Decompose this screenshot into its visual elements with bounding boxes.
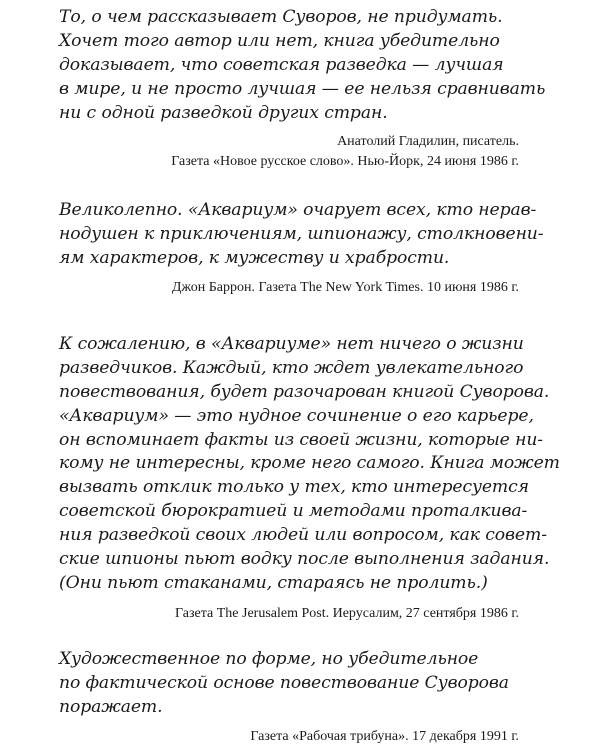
quote-attribution: [59, 278, 519, 298]
attribution-line: Газета «Новое русское слово». Нью-Йорк, 24 июня 1986 г.: [171, 154, 519, 170]
quote-line: ния разведкой своих людей или вопросом, как совет-: [59, 525, 547, 546]
quote-line: вызвать отклик только у тех, кто интересуется: [59, 477, 529, 498]
quote-line: Великолепно. «Аквариум» очарует всех, кто нерав-: [59, 200, 537, 220]
quote-line: К сожалению, в «Аквариуме» нет ничего о жизни: [59, 334, 524, 354]
quote-line: (Они пьют стаканами, стараясь не пролить.): [59, 572, 488, 593]
attribution-line: Газета The Jerusalem Post. Иерусалим, 27 сентября 1986 г.: [175, 605, 519, 621]
quote-line: кому не интересны, кроме него самого. Книга может: [59, 453, 560, 474]
quote-attribution: [59, 604, 519, 624]
quote-line: Художественное по форме, но убедительное: [59, 649, 479, 669]
attribution-line: Анатолий Гладилин, писатель.: [337, 134, 519, 150]
quote-text: [59, 333, 560, 596]
review-quote-3: [59, 333, 560, 624]
quote-line: в мире, и не просто лучшая — ее нельзя сравнивать: [59, 78, 546, 99]
quote-line: «Аквариум» — это нудное сочинение о его карьере,: [59, 405, 534, 426]
quote-attribution: [59, 727, 519, 747]
review-quote-2: [59, 199, 544, 298]
quote-line: советской бюрократией и методами проталкива-: [59, 501, 528, 522]
quote-line: по фактической основе повествование Суворова: [59, 672, 509, 693]
quote-line: поражает.: [59, 696, 163, 717]
attribution-line: Газета «Рабочая трибуна». 17 декабря 1991 г.: [250, 728, 519, 744]
attribution-line: Джон Баррон. Газета The New York Times. 10 июня 1986 г.: [171, 279, 519, 295]
quote-line: ям характеров, к мужеству и храбрости.: [59, 247, 450, 268]
quote-line: разведчиков. Каждый, кто ждет увлекательного: [59, 357, 524, 378]
quote-line: повествования, будет разочарован книгой Суворова.: [59, 381, 550, 402]
quote-attribution: [59, 132, 519, 172]
quote-line: ские шпионы пьют водку после выполнения задания.: [59, 549, 550, 570]
quote-line: То, о чем рассказывает Суворов, не придумать.: [59, 7, 503, 27]
quote-line: нодушен к приключениям, шпионажу, столкновени-: [59, 223, 544, 244]
quote-line: он вспоминает факты из своей жизни, которые ни-: [59, 429, 544, 450]
quote-line: Хочет того автор или нет, книга убедительно: [59, 30, 500, 51]
quote-text: [59, 199, 544, 271]
review-quote-4: [59, 648, 519, 747]
quote-line: доказывает, что советская разведка — лучшая: [59, 54, 504, 75]
review-quote-1: [59, 6, 546, 172]
quote-text: [59, 6, 546, 125]
quote-text: [59, 648, 519, 720]
quote-line: ни с одной разведкой других стран.: [59, 102, 388, 123]
